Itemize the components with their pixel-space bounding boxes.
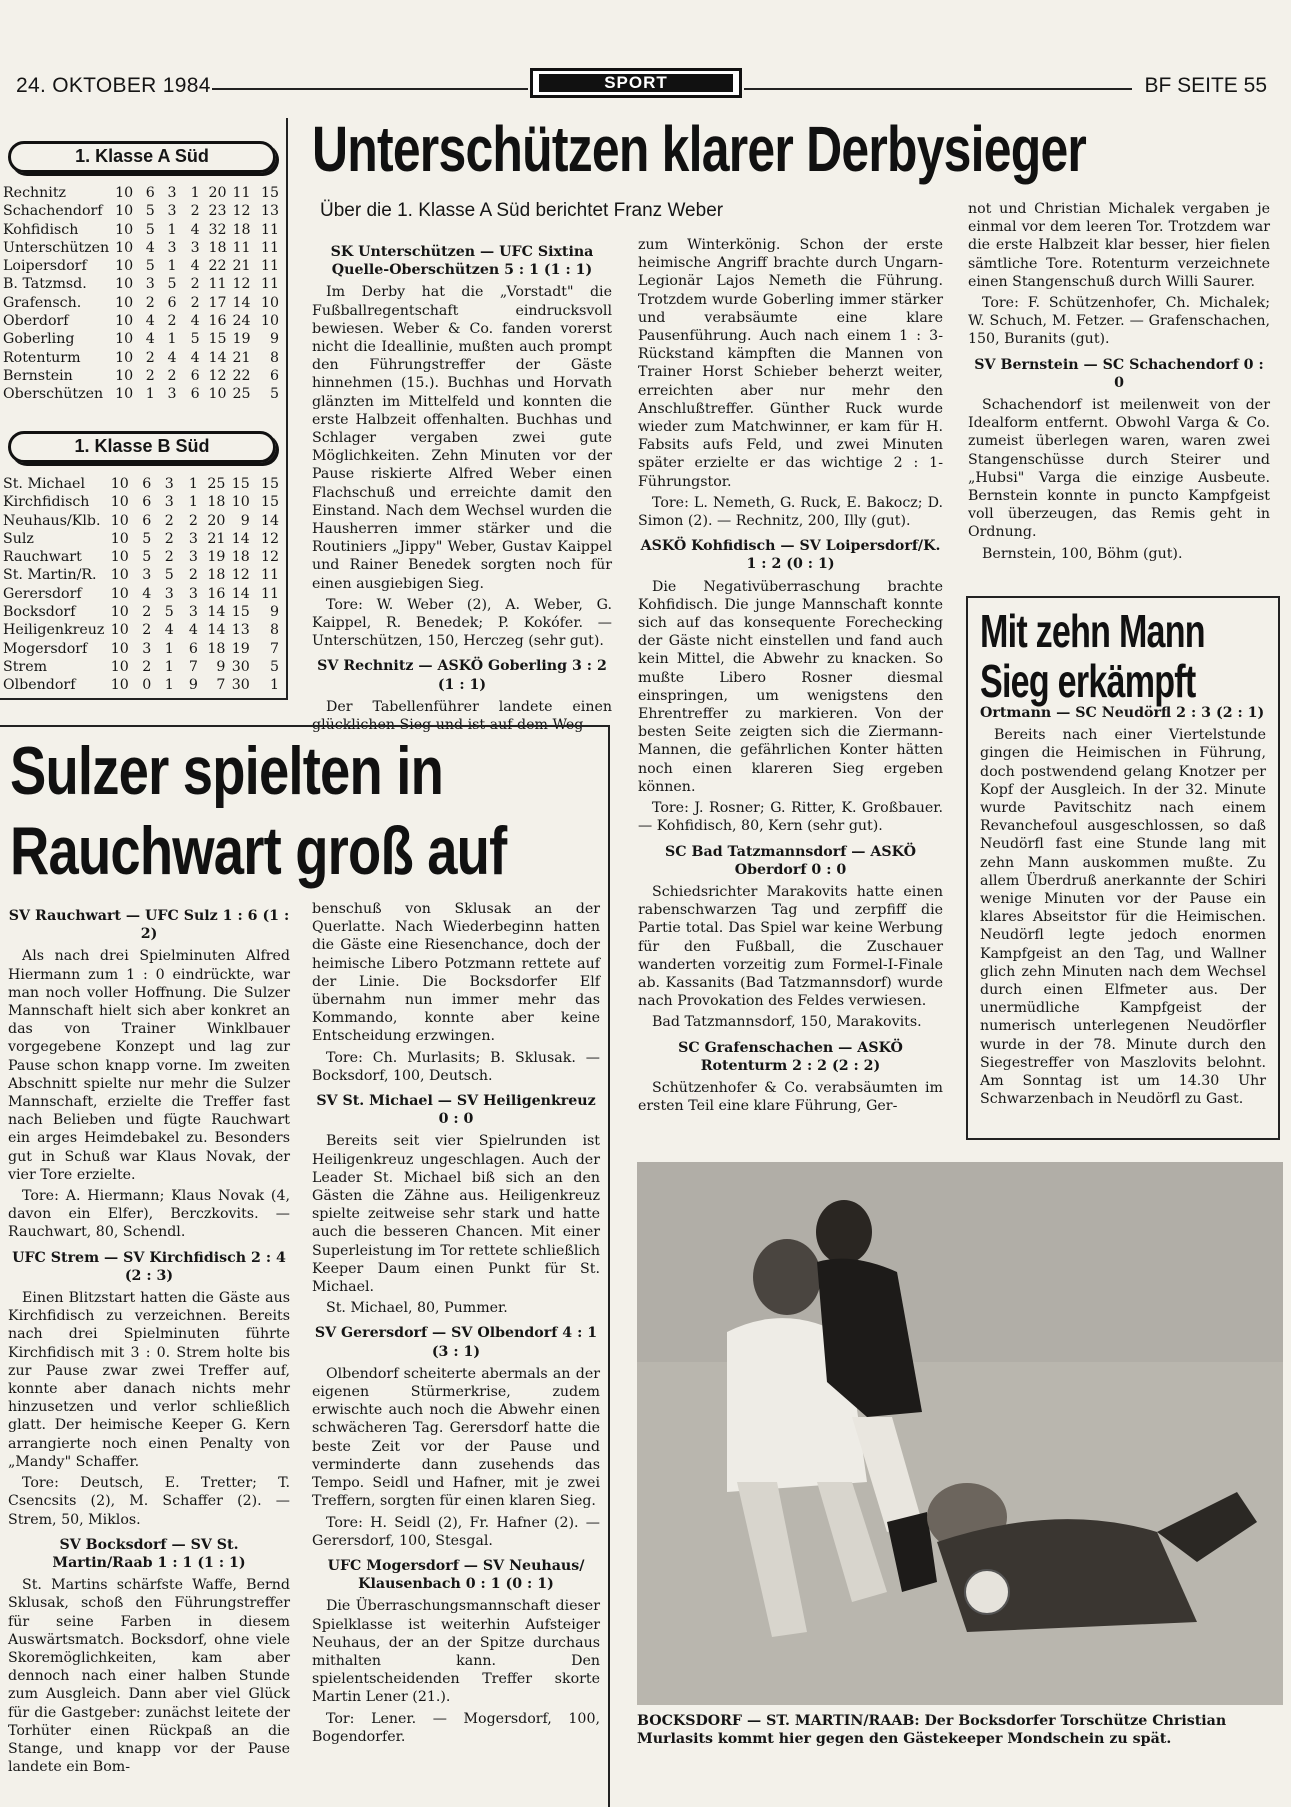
- team-name: Oberdorf: [3, 313, 69, 330]
- stat-value: 10: [110, 585, 129, 602]
- match-photo-illustration: [637, 1162, 1283, 1705]
- stat-value: 21: [232, 258, 251, 275]
- stat-value: 15: [260, 185, 279, 201]
- league-a-row: [3, 239, 279, 257]
- stat-value: 1: [188, 494, 198, 511]
- stat-value: 9: [269, 604, 279, 621]
- league-b-row: [3, 493, 279, 511]
- stat-value: 10: [115, 258, 134, 275]
- stat-value: 2: [145, 349, 155, 366]
- stat-value: 21: [207, 530, 226, 547]
- article-paragraph: Im Derby hat die „Vorstadt" die Fußballregentschaft eindrucksvoll bewiesen. Weber & Co. fanden vorerst nicht die Ideallinie, mußten auch prompt den Führungstreffer der Gäste hinnehmen (15.). Buchhas und Horvath glänzten im Mittelfeld und konnten die erste Halbzeit offenhalten. Buchhas und Schlager vergaben zwei gute Möglichkeiten. Zehn Minuten vor der Pause riskierte Alfred Weber einen Flachschuß und erreichte damit den Einstand. Nach dem Wechsel wurden die Hausherren immer stärker und die Routiniers „Jippy" Weber, Gustav Kaippel und Rainer Benedek sorgten noch für einen ausgiebigen Sieg.: [312, 284, 612, 592]
- stat-value: 10: [110, 640, 129, 657]
- stat-value: 2: [142, 622, 152, 639]
- stat-value: 10: [115, 367, 134, 384]
- league-b-row: [3, 566, 279, 584]
- league-a-row: [3, 385, 279, 403]
- team-name: Rauchwart: [3, 549, 82, 566]
- league-b-row: [3, 658, 279, 676]
- stat-value: 10: [115, 349, 134, 366]
- stat-value: 6: [190, 367, 200, 384]
- stat-value: 10: [260, 294, 279, 311]
- article-paragraph: not und Christian Michalek vergaben je einmal vor dem leeren Tor. Trotzdem war die erste Halbzeit klar besser, hier fielen sämtliche Tore. Rotenturm verzeichnete einen Stangenschuß durch Willi Saurer.: [968, 201, 1270, 290]
- stat-value: 12: [260, 530, 279, 547]
- stat-value: 18: [208, 239, 227, 256]
- stat-value: 13: [231, 622, 250, 639]
- league-b-table: [3, 475, 279, 695]
- league-b-row: [3, 512, 279, 530]
- stat-value: 18: [207, 494, 226, 511]
- stat-value: 1: [190, 185, 200, 201]
- third-headline-line1: Mit zehn Mann: [980, 605, 1205, 657]
- stat-value: 10: [110, 476, 129, 492]
- team-name: Strem: [3, 658, 48, 675]
- stat-value: 3: [164, 476, 174, 492]
- stat-value: 20: [208, 185, 227, 201]
- stat-value: 1: [164, 658, 174, 675]
- team-name: B. Tatzmsd.: [3, 276, 87, 293]
- stat-value: 13: [260, 203, 279, 220]
- stat-value: 23: [208, 203, 227, 220]
- team-name: Bernstein: [3, 367, 73, 384]
- second-article-col2: [312, 900, 600, 1749]
- stat-value: 2: [164, 530, 174, 547]
- stat-value: 10: [110, 512, 129, 529]
- match-header: SC Grafenschachen — ASKÖ Rotenturm 2 : 2 (2 : 2): [678, 1039, 903, 1074]
- stat-value: 14: [231, 530, 250, 547]
- stat-value: 1: [167, 331, 177, 348]
- stat-value: 1: [269, 677, 279, 694]
- stat-value: 6: [142, 512, 152, 529]
- article-paragraph: Die Überraschungsmannschaft dieser Spielklasse ist weiterhin Aufsteiger Neuhaus, der an der Spitze durchaus mithalten kann. Den spielentscheidenden Treffer skorte Martin Lener (21.).: [312, 1598, 600, 1706]
- league-b-row: [3, 676, 279, 694]
- team-name: Bocksdorf: [3, 604, 76, 621]
- stat-value: 10: [115, 313, 134, 330]
- article-paragraph: Als nach drei Spielminuten Alfred Hiermann zum 1 : 0 eindrückte, war man noch voller Hoffnung. Die Sulzer Mannschaft hielt sich aber konkret an das von Trainer Winklbauer vorgegebene Konzept und lag zur Pause schon knapp vorne. Im zweiten Abschnitt spielte nur mehr die Sulzer Mannschaft, erzielte die Treffer fast nach Belieben und fügte Rauchwart ein arges Heimdebakel zu. Besonders gut in Schuß war Klaus Novak, der vier Tore erzielte.: [8, 948, 290, 1183]
- stat-value: 4: [164, 622, 174, 639]
- stat-value: 3: [167, 185, 177, 201]
- team-name: Olbendorf: [3, 677, 76, 694]
- issue-date: 24. OKTOBER 1984: [16, 74, 211, 97]
- stat-value: 22: [232, 367, 251, 384]
- stat-value: 4: [167, 349, 177, 366]
- stat-value: 2: [190, 276, 200, 293]
- article-paragraph: Tore: W. Weber (2), A. Weber, G. Kaippel, R. Benedek; P. Kokófer. — Unterschützen, 150, Herczeg (sehr gut).: [312, 596, 612, 650]
- stat-value: 11: [260, 239, 279, 256]
- stat-value: 3: [167, 239, 177, 256]
- stat-value: 12: [231, 567, 250, 584]
- stat-value: 32: [208, 221, 227, 238]
- article-paragraph: Tore: A. Hiermann; Klaus Novak (4, davon ein Elfer), Berczkovits. — Rauchwart, 80, Schendl.: [8, 1188, 290, 1241]
- stat-value: 15: [231, 476, 250, 492]
- stat-value: 5: [145, 221, 155, 238]
- stat-value: 5: [142, 530, 152, 547]
- stat-value: 4: [145, 331, 155, 348]
- stat-value: 30: [231, 658, 250, 675]
- stat-value: 8: [269, 622, 279, 639]
- page-number: BF SEITE 55: [1144, 74, 1267, 97]
- article-paragraph: St. Michael, 80, Pummer.: [326, 1300, 508, 1317]
- team-name: Kirchfidisch: [3, 494, 90, 511]
- stat-value: 10: [260, 313, 279, 330]
- second-headline-line1: Sulzer spielten in: [10, 733, 443, 809]
- league-b-row: [3, 585, 279, 603]
- stat-value: 10: [115, 386, 134, 403]
- team-name: Rechnitz: [3, 185, 67, 201]
- match-header: SV Rechnitz — ASKÖ Goberling 3 : 2 (1 : 1): [317, 658, 607, 693]
- stat-value: 30: [231, 677, 250, 694]
- stat-value: 19: [232, 331, 251, 348]
- stat-value: 5: [145, 258, 155, 275]
- team-name: Schachendorf: [3, 203, 103, 220]
- stat-value: 11: [260, 567, 279, 584]
- article-paragraph: Der Tabellenführer landete einen glücklichen Sieg und ist auf dem Weg: [312, 698, 612, 734]
- stat-value: 3: [190, 239, 200, 256]
- photo-caption: BOCKSDORF — ST. MARTIN/RAAB: Der Bocksdorfer Torschütze Christian Murlasits kommt hier gegen den Gästekeeper Mondschein zu spät.: [637, 1713, 1227, 1747]
- match-header: SV Bocksdorf — SV St. Martin/Raab 1 : 1 (1 : 1): [52, 1536, 246, 1571]
- stat-value: 6: [142, 476, 152, 492]
- team-name: Sulz: [3, 530, 34, 547]
- stat-value: 7: [269, 640, 279, 657]
- stat-value: 10: [115, 221, 134, 238]
- stat-value: 2: [145, 294, 155, 311]
- stat-value: 4: [188, 622, 198, 639]
- stat-value: 25: [207, 476, 226, 492]
- league-a-title: 1. Klasse A Süd: [8, 141, 276, 173]
- stat-value: 22: [208, 258, 227, 275]
- stat-value: 1: [167, 258, 177, 275]
- article-paragraph: zum Winterkönig. Schon der erste heimische Angriff brachte durch Ungarn-Legionär Lajos Nemeth die Führung. Trotzdem wurde Goberling immer stärker und verabsäumte eine klare Pausenführung. Auch nach einem 1 : 3-Rückstand kämpften die Mannen von Trainer Horst Schieber beherzt weiter, erreichten aber nur mehr den Anschlußtreffer. Günther Ruck wurde wieder zum Matchwinner, er kam für H. Fabsits aufs Feld, und zwei Minuten später erzielte er das wichtige 2 : 1-Führungstor.: [638, 237, 943, 490]
- article-paragraph: Tor: Lener. — Mogersdorf, 100, Bogendorfer.: [312, 1710, 600, 1745]
- stat-value: 2: [167, 367, 177, 384]
- league-a-row: [3, 330, 279, 348]
- league-a-row: [3, 184, 279, 202]
- stat-value: 16: [207, 585, 226, 602]
- league-b-row: [3, 603, 279, 621]
- stat-value: 6: [190, 386, 200, 403]
- stat-value: 4: [190, 349, 200, 366]
- article-paragraph: Tore: Deutsch, E. Tretter; T. Csencsits (2), M. Schaffer (2). — Strem, 50, Miklos.: [8, 1475, 290, 1528]
- stat-value: 14: [207, 604, 226, 621]
- team-name: St. Michael: [3, 476, 85, 492]
- team-name: Loipersdorf: [3, 258, 87, 275]
- stat-value: 12: [260, 549, 279, 566]
- article-paragraph: Tore: F. Schützenhofer, Ch. Michalek; W. Schuch, M. Fetzer. — Grafenschachen, 150, Buranits (gut).: [968, 295, 1270, 348]
- stat-value: 19: [231, 640, 250, 657]
- stat-value: 10: [115, 276, 134, 293]
- main-article-col2: [638, 236, 943, 1118]
- stat-value: 4: [190, 313, 200, 330]
- stat-value: 9: [188, 677, 198, 694]
- stat-value: 8: [269, 349, 279, 366]
- stat-value: 16: [208, 313, 227, 330]
- stat-value: 0: [142, 677, 152, 694]
- stat-value: 3: [142, 640, 152, 657]
- section-label: SPORT: [539, 74, 733, 92]
- stat-value: 18: [207, 567, 226, 584]
- stat-value: 10: [110, 494, 129, 511]
- team-name: St. Martin/R.: [3, 567, 97, 584]
- team-name: Goberling: [3, 331, 75, 348]
- stat-value: 10: [110, 567, 129, 584]
- league-a-row: [3, 275, 279, 293]
- team-name: Kohfidisch: [3, 221, 79, 238]
- article-paragraph: Schachendorf ist meilenweit von der Idealform entfernt. Obwohl Varga & Co. zumeist überlegen waren, waren zwei Stangenschüsse durch Steirer und „Hubsi" Varga die einzige Ausbeute. Bernstein konnte in puncto Kampfgeist voll überzeugen, das Remis geht in Ordnung.: [968, 397, 1270, 541]
- stat-value: 5: [142, 549, 152, 566]
- stat-value: 10: [110, 530, 129, 547]
- stat-value: 2: [190, 294, 200, 311]
- match-header: SV Gerersdorf — SV Olbendorf 4 : 1 (3 : 1): [314, 1325, 598, 1360]
- article-paragraph: Tore: J. Rosner; G. Ritter, K. Großbauer. — Kohfidisch, 80, Kern (sehr gut).: [638, 800, 943, 835]
- stat-value: 3: [164, 585, 174, 602]
- article-paragraph: Tore: Ch. Murlasits; B. Sklusak. — Bocksdorf, 100, Deutsch.: [312, 1049, 600, 1084]
- stat-value: 2: [145, 367, 155, 384]
- stat-value: 10: [231, 494, 250, 511]
- stat-value: 3: [164, 494, 174, 511]
- league-b-row: [3, 640, 279, 658]
- stat-value: 3: [145, 276, 155, 293]
- league-a-row: [3, 367, 279, 385]
- article-paragraph: St. Martins schärfste Waffe, Bernd Sklusak, schoß den Führungstreffer für seine Farben in diesem Auswärtsmatch. Bocksdorf, ohne viele Skoremöglichkeiten, kam aber dennoch nach einer halben Stunde zum Ausgleich. Dann aber viel Glück für die Gastgeber: zunächst leitete der Torhüter einen Rückpaß an die Stange, und knapp vor der Pause landete ein Bom-: [8, 1577, 290, 1776]
- stat-value: 19: [207, 549, 226, 566]
- team-name: Oberschützen: [3, 386, 104, 403]
- stat-value: 18: [232, 221, 251, 238]
- stat-value: 11: [260, 221, 279, 238]
- stat-value: 15: [260, 476, 279, 492]
- stat-value: 9: [240, 512, 250, 529]
- article-paragraph: Schützenhofer & Co. verabsäumten im ersten Teil eine klare Führung, Ger-: [638, 1079, 943, 1115]
- match-header: SV Rauchwart — UFC Sulz 1 : 6 (1 : 2): [8, 908, 290, 943]
- stat-value: 12: [208, 367, 227, 384]
- stat-value: 10: [115, 294, 134, 311]
- stat-value: 4: [145, 239, 155, 256]
- article-paragraph: Schiedsrichter Marakovits hatte einen rabenschwarzen Tag und zerpfiff die Partie total. Das Spiel war keine Werbung für den Fußball, die Zuschauer wanderten vorzeitig zum Formel-I-Finale ab. Kassanits (Bad Tatzmannsdorf) wurde nach Provokation des Feldes verwiesen.: [638, 883, 943, 1010]
- stat-value: 15: [231, 604, 250, 621]
- league-a-table: [3, 184, 279, 404]
- stat-value: 1: [145, 386, 155, 403]
- stat-value: 2: [190, 203, 200, 220]
- league-b-row: [3, 621, 279, 639]
- stat-value: 1: [164, 640, 174, 657]
- league-a-row: [3, 257, 279, 275]
- stat-value: 4: [142, 585, 152, 602]
- stat-value: 14: [208, 349, 227, 366]
- stat-value: 3: [167, 386, 177, 403]
- stat-value: 10: [115, 239, 134, 256]
- stat-value: 2: [188, 567, 198, 584]
- stat-value: 18: [207, 640, 226, 657]
- stat-value: 1: [188, 476, 198, 492]
- stat-value: 5: [167, 276, 177, 293]
- stat-value: 5: [269, 658, 279, 675]
- stat-value: 14: [207, 622, 226, 639]
- stat-value: 3: [188, 604, 198, 621]
- stat-value: 6: [142, 494, 152, 511]
- stat-value: 10: [115, 203, 134, 220]
- league-a-row: [3, 202, 279, 220]
- main-article-col1: [312, 236, 612, 737]
- stat-value: 24: [232, 313, 251, 330]
- team-name: Grafensch.: [3, 294, 82, 311]
- stat-value: 11: [260, 276, 279, 293]
- stat-value: 7: [188, 658, 198, 675]
- league-a-row: [3, 221, 279, 239]
- stat-value: 20: [207, 512, 226, 529]
- stat-value: 4: [190, 258, 200, 275]
- stat-value: 10: [208, 386, 227, 403]
- league-b-row: [3, 475, 279, 493]
- article-paragraph: Einen Blitzstart hatten die Gäste aus Kirchfidisch zu verzeichnen. Bereits nach drei Spielminuten führte Kirchfidisch mit 3 : 0. Strem holte bis zur Pause zwar zwei Treffer auf, konnte aber danach nichts mehr hinzusetzen und verlor schließlich glatt. Der heimische Keeper G. Kern arrangierte noch einen Penalty von „Mandy" Schaffer.: [8, 1290, 290, 1470]
- team-name: Rotenturm: [3, 349, 81, 366]
- third-headline-line2: Sieg erkämpft: [980, 655, 1196, 707]
- match-header: ASKÖ Kohfidisch — SV Loipersdorf/K. 1 : 2 (0 : 1): [640, 538, 941, 573]
- stat-value: 11: [208, 276, 227, 293]
- league-a-row: [3, 349, 279, 367]
- stat-value: 14: [232, 294, 251, 311]
- stat-value: 25: [232, 386, 251, 403]
- league-a-row: [3, 312, 279, 330]
- league-a-row: [3, 294, 279, 312]
- stat-value: 3: [142, 567, 152, 584]
- stat-value: 11: [260, 585, 279, 602]
- stat-value: 5: [164, 567, 174, 584]
- stat-value: 15: [208, 331, 227, 348]
- stat-value: 5: [190, 331, 200, 348]
- match-header: SV Bernstein — SC Schachendorf 0 : 0: [974, 356, 1264, 391]
- stat-value: 2: [142, 658, 152, 675]
- stat-value: 6: [188, 640, 198, 657]
- league-b-title: 1. Klasse B Süd: [8, 431, 276, 463]
- match-header: UFC Strem — SV Kirchfidisch 2 : 4 (2 : 3): [12, 1249, 286, 1284]
- stat-value: 6: [269, 367, 279, 384]
- team-name: Mogersdorf: [3, 640, 88, 657]
- article-paragraph: benschuß von Sklusak an der Querlatte. Nach Wiederbeginn hatten die Gäste eine Riesenchance, doch der heimische Libero Potzmann rettete auf der Linie. Die Bocksdorfer Elf übernahm nun immer mehr das Kommando, konnte aber keine Entscheidung erzwingen.: [312, 901, 600, 1045]
- stat-value: 2: [142, 604, 152, 621]
- stat-value: 5: [164, 604, 174, 621]
- team-name: Heiligenkreuz: [3, 622, 105, 639]
- stat-value: 7: [216, 677, 226, 694]
- stat-value: 18: [231, 549, 250, 566]
- header-rule-left: [212, 88, 528, 90]
- stat-value: 10: [110, 677, 129, 694]
- stat-value: 3: [167, 203, 177, 220]
- main-article-col3: [968, 200, 1270, 566]
- stat-value: 6: [167, 294, 177, 311]
- team-name: Unterschützen: [3, 239, 110, 256]
- stat-value: 10: [110, 658, 129, 675]
- stat-value: 10: [115, 185, 134, 201]
- stat-value: 3: [188, 585, 198, 602]
- stat-value: 12: [232, 203, 251, 220]
- league-b-row: [3, 548, 279, 566]
- stat-value: 21: [232, 349, 251, 366]
- stat-value: 9: [269, 331, 279, 348]
- stat-value: 5: [269, 386, 279, 403]
- main-headline: Unterschützen klarer Derbysieger: [312, 113, 1087, 185]
- stat-value: 15: [260, 494, 279, 511]
- match-header: SC Bad Tatzmannsdorf — ASKÖ Oberdorf 0 : 0: [665, 843, 916, 878]
- stat-value: 10: [110, 622, 129, 639]
- stat-value: 10: [115, 331, 134, 348]
- stat-value: 2: [188, 512, 198, 529]
- stat-value: 14: [260, 512, 279, 529]
- article-paragraph: Tore: L. Nemeth, G. Ruck, E. Bakocz; D. Simon (2). — Rechnitz, 200, Illy (gut).: [638, 494, 943, 530]
- stat-value: 10: [110, 549, 129, 566]
- team-name: Neuhaus/Klb.: [3, 512, 101, 529]
- second-article-col1: [8, 900, 290, 1779]
- stat-value: 2: [164, 512, 174, 529]
- stat-value: 3: [188, 530, 198, 547]
- team-name: Gerersdorf: [3, 585, 82, 602]
- stat-value: 11: [232, 239, 251, 256]
- header-rule-right: [744, 88, 1132, 90]
- main-byline: Über die 1. Klasse A Süd berichtet Franz Weber: [320, 200, 724, 221]
- stat-value: 14: [231, 585, 250, 602]
- article-paragraph: Bernstein, 100, Böhm (gut).: [982, 545, 1183, 562]
- stat-value: 1: [167, 221, 177, 238]
- stat-value: 10: [110, 604, 129, 621]
- stat-value: 9: [216, 658, 226, 675]
- stat-value: 6: [145, 185, 155, 201]
- stat-value: 11: [232, 185, 251, 201]
- match-header: UFC Mogersdorf — SV Neuhaus/ Klausenbach 0 : 1 (0 : 1): [327, 1557, 585, 1593]
- second-headline-line2: Rauchwart groß auf: [10, 813, 507, 889]
- league-b-row: [3, 530, 279, 548]
- article-paragraph: Die Negativüberraschung brachte Kohfidisch. Die junge Mannschaft konnte sich auf das konsequente Forechecking der Gäste nicht einstellen und fand auch kein Mittel, die Abwehr zu knacken. So mußte Libero Rosner diesmal einspringen, um wenigstens den Ehrentreffer zu markieren. Von der besten Seite zeigten sich die Ziermann-Mannen, die gefährlichen Konter hätten noch einen klareren Sieg ergeben können.: [638, 578, 943, 795]
- stat-value: 2: [164, 549, 174, 566]
- match-header: SV St. Michael — SV Heiligenkreuz 0 : 0: [316, 1093, 596, 1128]
- article-paragraph: Tore: H. Seidl (2), Fr. Hafner (2). — Gerersdorf, 100, Stesgal.: [312, 1514, 600, 1549]
- stat-value: 12: [232, 276, 251, 293]
- match-photo: [637, 1162, 1283, 1705]
- stat-value: 11: [260, 258, 279, 275]
- section-tag: [530, 68, 742, 98]
- third-article-body: [980, 704, 1266, 1111]
- third-article-text: Bereits nach einer Viertelstunde gingen die Heimischen in Führung, doch postwendend gelang Knotzer per Kopf der Ausgleich. In der 32. Minute wurde Pavitschitz nach einem Revanchefoul ausgeschlossen, so daß Neudörfl fast eine Stunde lang mit zehn Mann auskommen mußte. Zu allem Überdruß anerkannte der Schiri wenige Minuten vor der Pause ein klares Abseitstor für die Heimischen. Neudörfl legte jedoch enormen Kampfgeist an den Tag, und Wallner glich zehn Minuten nach dem Wechsel durch einen Elfmeter aus. Der unermüdliche Kampfgeist der numerisch unterlegenen Neudörfler wurde in der 78. Minute durch den Siegestreffer von Maszlovits belohnt. Am Sonntag ist um 14.30 Uhr Schwarzenbach in Neudörfl zu Gast.: [980, 727, 1266, 1108]
- third-match-header: Ortmann — SC Neudörfl 2 : 3 (2 : 1): [980, 705, 1265, 721]
- article-paragraph: Olbendorf scheiterte abermals an der eigenen Stürmerkrise, zudem erwischte auch noch die Abwehr einen schwächeren Tag. Gerersdorf hatte die beste Zeit vor der Pause und verminderte dann zusehends das Tempo. Seidl und Hafner, mit je zwei Treffern, sorgten für einen klaren Sieg.: [312, 1365, 600, 1510]
- article-paragraph: Bad Tatzmannsdorf, 150, Marakovits.: [652, 1014, 922, 1031]
- stat-value: 4: [145, 313, 155, 330]
- stat-value: 3: [188, 549, 198, 566]
- stat-value: 4: [190, 221, 200, 238]
- stat-value: 5: [145, 203, 155, 220]
- stat-value: 2: [167, 313, 177, 330]
- stat-value: 1: [164, 677, 174, 694]
- match-header: SK Unterschützen — UFC Sixtina Quelle-Oberschützen 5 : 1 (1 : 1): [330, 244, 594, 279]
- stat-value: 17: [208, 294, 227, 311]
- article-paragraph: Bereits seit vier Spielrunden ist Heiligenkreuz ungeschlagen. Auch der Leader St. Michael biß sich an den Gästen die Zähne aus. Heiligenkreuz spielte zeitweise sehr stark und hatte auch die besseren Chancen. Mit einer Superleistung im Tor rettete schließlich Keeper Daum einen Punkt für St. Michael.: [312, 1133, 600, 1296]
